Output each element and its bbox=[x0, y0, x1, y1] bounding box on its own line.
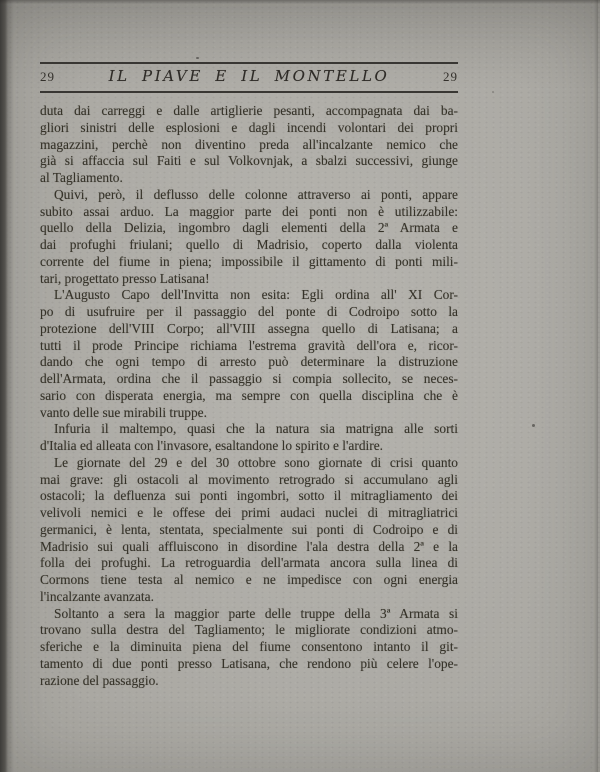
body-text-column bbox=[40, 103, 458, 689]
text-line: dai profughi friulani; quello di Madrisio, coperto dalla violenta bbox=[40, 237, 458, 252]
text-line: dell'Armata, ordina che il passaggio si compia sollecito, se neces- bbox=[40, 371, 458, 386]
paragraph bbox=[40, 287, 458, 421]
text-line: Madrisio sui quali affluiscono in disordine l'ala destra della 2ª e la bbox=[40, 538, 458, 554]
text-line: dando che ogni tempo di arresto può determinare la distruzione bbox=[40, 354, 458, 370]
paragraph bbox=[40, 187, 458, 288]
text-line: L'Augusto Capo dell'Invitta non esita: Egli ordina all' XI Cor- bbox=[54, 287, 458, 303]
text-line: protezione dell'VIII Corpo; all'VIII assegna quello di Latisana; a bbox=[40, 320, 458, 336]
scan-edge-right bbox=[594, 0, 598, 772]
text-line: subito assai arduo. La maggior parte dei ponti non è utilizzabile: bbox=[40, 203, 458, 219]
text-line: tutti il prode Principe richiama l'estrema gravità dell'ora e, ricor- bbox=[40, 337, 458, 353]
header-rule-top bbox=[40, 62, 458, 64]
header-rule-bottom bbox=[40, 91, 458, 93]
page-number-left: 29 bbox=[40, 69, 55, 84]
text-line: al Tagliamento. bbox=[40, 170, 123, 185]
text-line: Soltanto a sera la maggior parte delle truppe della 3ª Armata si bbox=[54, 605, 458, 621]
text-line: Cormons tiene testa al nemico e ne impedisce con ogni energia bbox=[40, 572, 458, 587]
text-line: razione del passaggio. bbox=[40, 672, 159, 688]
text-line: d'Italia ed alleata con l'invasore, esaltandone lo spirito e l'ardire. bbox=[40, 438, 383, 453]
text-line: germanici, è lenta, stentata, specialmente sui ponti di Codroipo e di bbox=[40, 521, 458, 537]
text-line: quello della Delizia, ingombro dagli elementi della 2ª Armata e bbox=[40, 220, 458, 236]
text-line: gliori sinistri delle esplosioni e dagli incendi volontari dei propri bbox=[40, 119, 458, 135]
text-line: magazzini, perchè non diventino preda all'incalzante nemico che bbox=[40, 136, 458, 152]
header-row bbox=[40, 67, 458, 85]
scan-speck bbox=[532, 424, 535, 427]
text-line: po di usufruire per il passaggio del ponte di Codroipo sotto la bbox=[40, 304, 458, 319]
text-line: trovano sulla destra del Tagliamento; le migliorate condizioni atmo- bbox=[40, 622, 458, 638]
scan-speck bbox=[492, 91, 494, 93]
text-line: Le giornate del 29 e del 30 ottobre sono giornate di crisi quanto bbox=[54, 454, 458, 470]
text-line: corrente del fiume in piena; impossibile il gittamento di ponti mili- bbox=[40, 253, 458, 269]
scan-speck bbox=[196, 57, 199, 59]
running-title-text: IL PIAVE E IL MONTELLO bbox=[108, 67, 390, 85]
text-line: già si affaccia sul Faiti e sul Volkovnjak, a sbalzi successivi, giunge bbox=[40, 153, 458, 169]
paragraph bbox=[40, 455, 458, 606]
text-line: Infuria il maltempo, quasi che la natura sia matrigna alle sorti bbox=[54, 421, 458, 437]
text-line: tari, progettato presso Latisana! bbox=[40, 270, 210, 286]
text-line: ostacoli; la defluenza sui ponti ingombri, sotto il mitragliamento dei bbox=[40, 488, 458, 504]
text-line: mai grave: gli ostacoli al movimento retrogrado si accumulano agli bbox=[40, 471, 458, 487]
paragraph bbox=[40, 606, 458, 690]
text-line: velivoli nemici e le offese dei primi audaci nuclei di mitragliatrici bbox=[40, 505, 458, 520]
text-line: vanto delle sue mirabili truppe. bbox=[40, 404, 207, 420]
text-line: sario con disperata energia, ma sempre con quella disciplina che è bbox=[40, 387, 458, 403]
page-number-right: 29 bbox=[443, 69, 458, 84]
text-line: duta dai carreggi e dalle artiglierie pesanti, accompagnata dai ba- bbox=[40, 103, 458, 118]
text-line: Quivi, però, il deflusso delle colonne attraverso ai ponti, appare bbox=[54, 186, 458, 202]
scan-edge-left bbox=[0, 0, 14, 772]
text-line: sferiche e la diminuita piena del fiume consentono intanto il git- bbox=[40, 639, 458, 654]
paragraph bbox=[40, 103, 458, 187]
text-line: tamento di due ponti presso Latisana, che rendono più celere l'ope- bbox=[40, 655, 458, 671]
scan-edge-top bbox=[0, 0, 600, 4]
text-line: l'incalzante avanzata. bbox=[40, 588, 154, 604]
paragraph bbox=[40, 421, 458, 455]
text-line: folla dei profughi. La retroguardia dell'armata ancora sulla linea di bbox=[40, 555, 458, 571]
